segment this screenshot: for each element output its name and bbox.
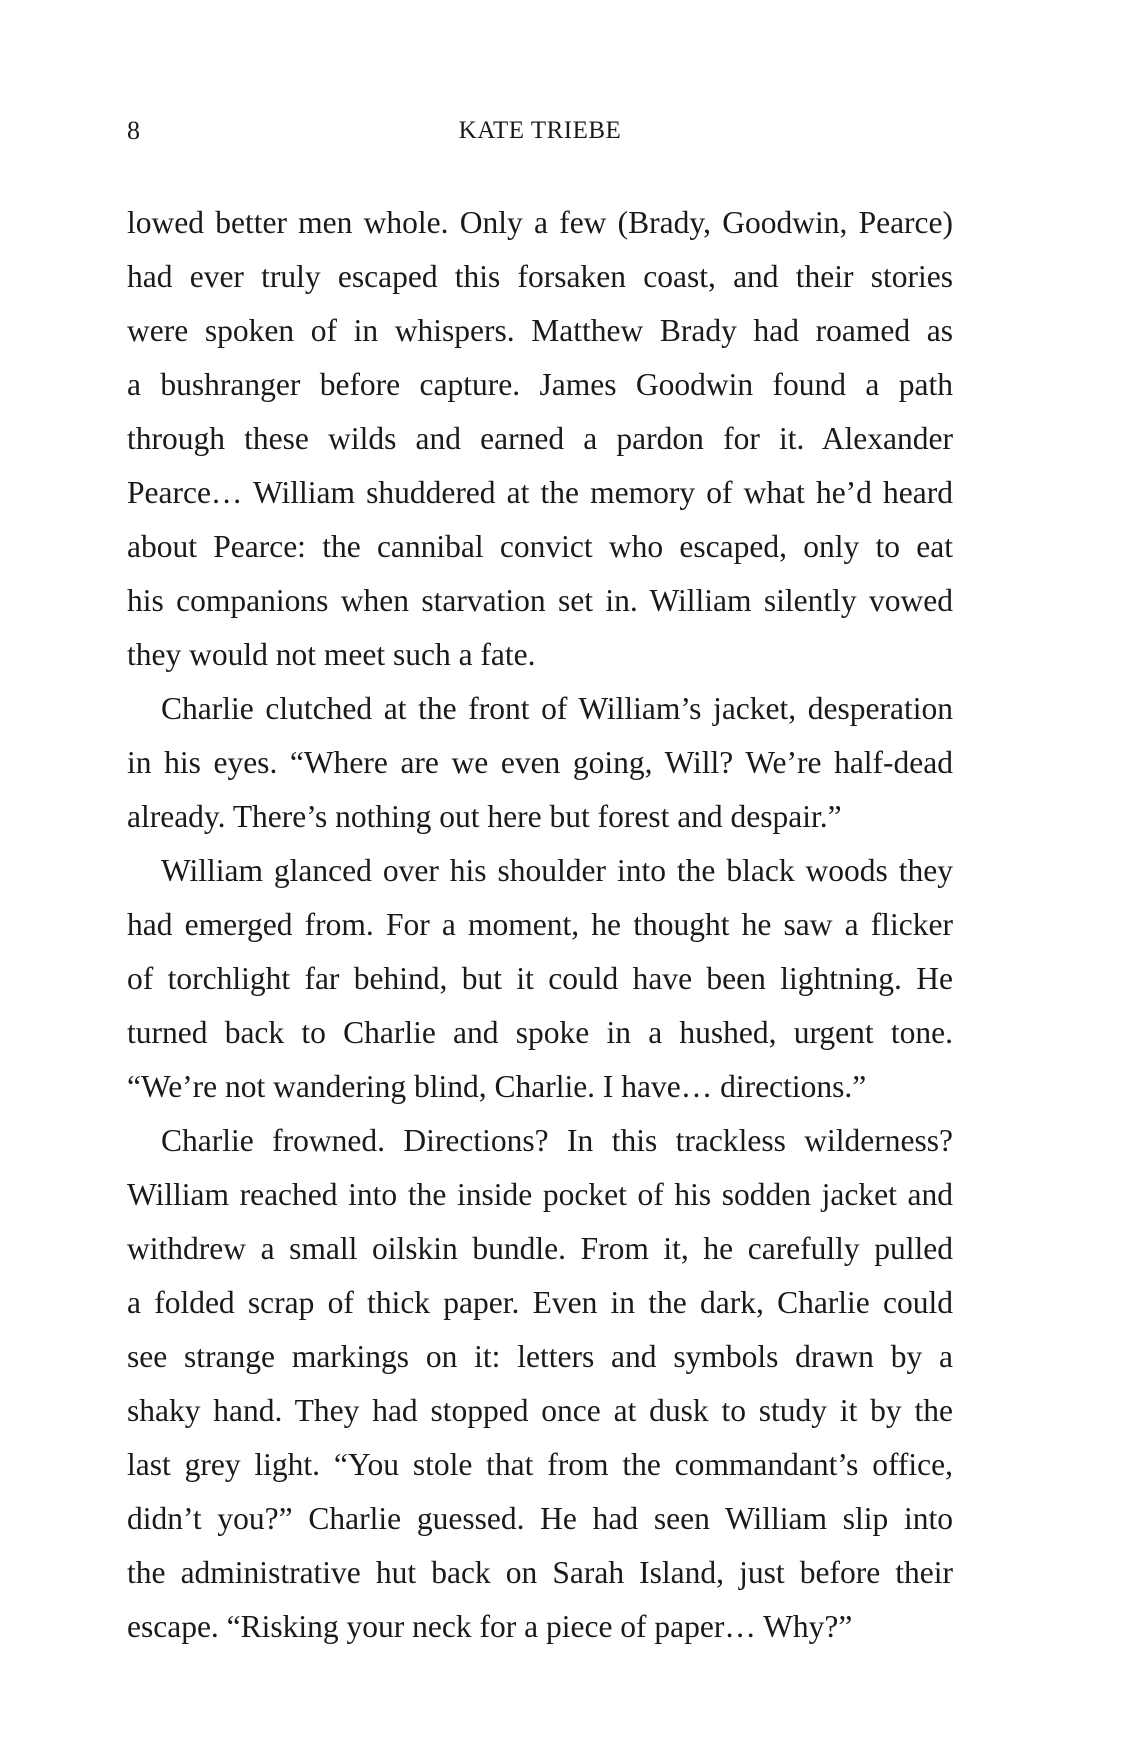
text-line: already. There’s nothing out here but forest and despair.” <box>127 799 842 834</box>
text-line: in his eyes. “Where are we even going, Will? We’re half-dead <box>127 745 953 780</box>
text-line: his companions when starvation set in. William silently vowed <box>127 583 953 618</box>
text-line: had emerged from. For a moment, he thought he saw a flicker <box>127 907 953 942</box>
text-line: Pearce… William shuddered at the memory of what he’d heard <box>127 475 953 510</box>
text-line: Charlie clutched at the front of William’s jacket, desperation <box>161 691 953 726</box>
text-line: they would not meet such a fate. <box>127 637 536 672</box>
text-line: lowed better men whole. Only a few (Brady, Goodwin, Pearce) <box>127 205 953 240</box>
text-line: didn’t you?” Charlie guessed. He had seen William slip into <box>127 1501 953 1536</box>
text-line: shaky hand. They had stopped once at dusk to study it by the <box>127 1393 953 1428</box>
paragraph <box>127 1114 953 1654</box>
paragraph <box>127 844 953 1114</box>
text-line: last grey light. “You stole that from the commandant’s office, <box>127 1447 953 1482</box>
text-line: William glanced over his shoulder into the black woods they <box>161 853 953 888</box>
text-line: about Pearce: the cannibal convict who escaped, only to eat <box>127 529 953 564</box>
paragraph <box>127 196 953 682</box>
text-line: a folded scrap of thick paper. Even in the dark, Charlie could <box>127 1285 953 1320</box>
paragraph <box>127 682 953 844</box>
text-line: of torchlight far behind, but it could have been lightning. He <box>127 961 953 996</box>
text-line: Charlie frowned. Directions? In this trackless wilderness? <box>161 1123 953 1158</box>
text-line: turned back to Charlie and spoke in a hushed, urgent tone. <box>127 1015 953 1050</box>
text-line: were spoken of in whispers. Matthew Brady had roamed as <box>127 313 953 348</box>
text-line: William reached into the inside pocket of his sodden jacket and <box>127 1177 953 1212</box>
text-line: through these wilds and earned a pardon for it. Alexander <box>127 421 953 456</box>
running-title: KATE TRIEBE <box>458 117 622 144</box>
text-line: a bushranger before capture. James Goodwin found a path <box>127 367 953 402</box>
body-text <box>127 196 953 1654</box>
running-head <box>127 116 953 156</box>
text-line: escape. “Risking your neck for a piece of paper… Why?” <box>127 1609 853 1644</box>
text-line: the administrative hut back on Sarah Island, just before their <box>127 1555 953 1590</box>
text-line: “We’re not wandering blind, Charlie. I have… directions.” <box>127 1069 867 1104</box>
text-line: see strange markings on it: letters and symbols drawn by a <box>127 1339 953 1374</box>
text-line: withdrew a small oilskin bundle. From it, he carefully pulled <box>127 1231 953 1266</box>
page-number: 8 <box>127 116 140 145</box>
text-line: had ever truly escaped this forsaken coast, and their stories <box>127 259 953 294</box>
